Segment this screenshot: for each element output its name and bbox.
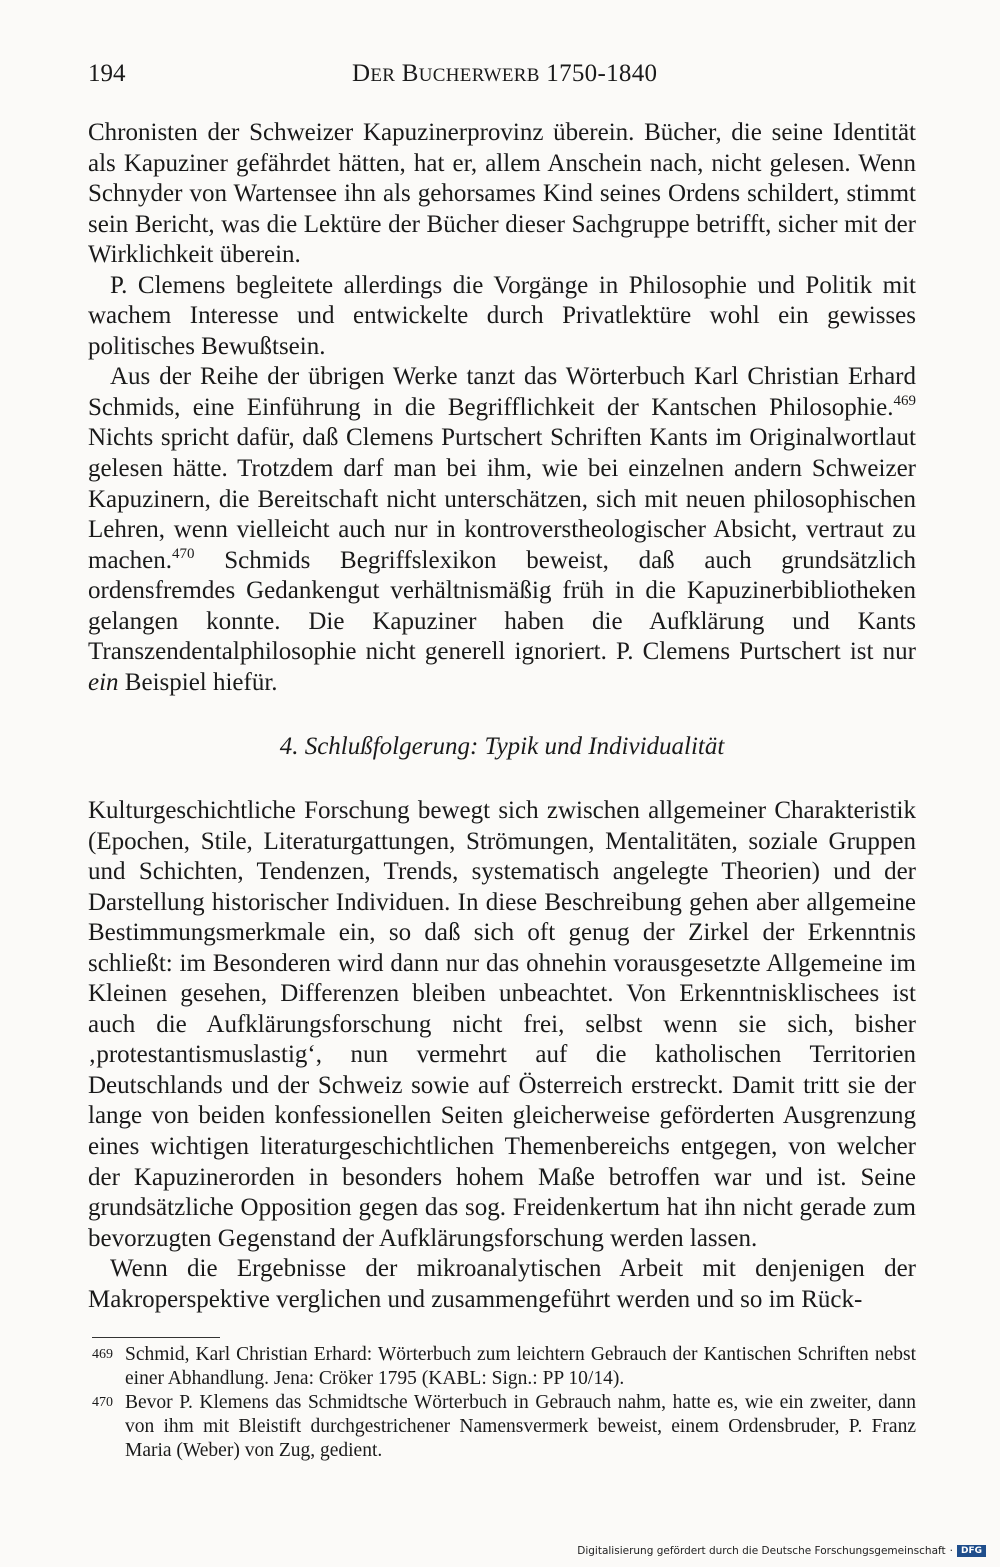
para3-text-c: Schmids Begriffslexikon beweist, daß auch grundsätzlich ordensfremdes Gedankengut verhältnismäßig früh in die Kapuzinerbibliotheken gelangen konnte. Die Kapuziner haben die Aufklärung und Kants Transzendentalphilosophie nicht generell ignoriert. P. Clemens Purtschert ist nur — [88, 546, 916, 666]
credit-text: Digitalisierung gefördert durch die Deutsche Forschungsgemeinschaft — [577, 1545, 946, 1557]
running-head-initial-d: D — [352, 60, 371, 87]
running-head-small-caps-1: ER — [370, 65, 396, 86]
para3-text-a: Aus der Reihe der übrigen Werke tanzt das Wörterbuch Karl Christian Erhard Schmids, eine Einführung in die Begrifflichkeit der Kantschen Philosophie. — [88, 363, 916, 421]
para3-text-d: Beispiel hiefür. — [118, 668, 278, 696]
footnotes — [92, 1343, 916, 1463]
paragraph-continued: Chronisten der Schweizer Kapuzinerprovinz überein. Bücher, die seine Identität als Kapuziner gefährdet hätten, hat er, allem Anschein nach, nicht gelesen. Wenn Schnyder von Wartensee ihn als gehorsames Kind seines Ordens schildert, stimmt sein Bericht, was die Lektüre der Bücher dieser Sachgruppe betrifft, sicher mit der Wirklichkeit überein. — [88, 119, 916, 269]
running-head — [352, 60, 657, 88]
footnote-text: Schmid, Karl Christian Erhard: Wörterbuch zum leichtern Gebrauch der Kantischen Schriften nebst einer Abhandlung. Jena: Cröker 1795 (KABL: Sign.: PP 10/14). — [125, 1344, 916, 1389]
running-head-years: 1750-1840 — [539, 60, 658, 87]
para3-emphasis: ein — [88, 668, 119, 696]
digitization-credit — [577, 1545, 986, 1557]
running-head-initial-b: B — [395, 60, 419, 87]
body-section-1 — [88, 118, 916, 698]
footnote-number: 470 — [92, 1395, 113, 1410]
body-section-2 — [88, 796, 916, 1315]
paragraph-schmid-dictionary — [88, 362, 916, 698]
page-number: 194 — [88, 60, 126, 87]
credit-separator: · — [949, 1545, 953, 1557]
footnote-divider — [92, 1337, 220, 1338]
footnote-text: Bevor P. Klemens das Schmidtsche Wörterbuch in Gebrauch nahm, hatte es, wie ein zweiter, dann von ihm mit Bleistift durchgestrichener Namensvermerk beweist, einem Ordensbruder, P. Franz Maria (Weber) von Zug, gedient. — [125, 1392, 916, 1461]
footnote-469 — [92, 1343, 916, 1391]
running-head-small-caps-2: UCHERWERB — [418, 65, 540, 86]
footnote-470 — [92, 1391, 916, 1463]
paragraph-micro-macro: Wenn die Ergebnisse der mikroanalytischen Arbeit mit denjenigen der Makroperspektive verglichen und zusammengeführt werden und so im Rück- — [88, 1255, 916, 1313]
footnote-ref-469[interactable]: 469 — [893, 392, 916, 409]
paragraph-cultural-history: Kulturgeschichtliche Forschung bewegt sich zwischen allgemeiner Charakteristik (Epochen, Stile, Literaturgattungen, Strömungen, Mentalitäten, soziale Gruppen und Schichten, Tendenzen, Trends, systematisch angelegte Theorien) und der Darstellung historischer Individuen. In diese Beschreibung gehen aber allgemeine Bestimmungsmerkmale ein, so daß sich oft genug der Zirkel der Erkenntnis schließt: im Besonderen wird dann nur das ohnehin vorausgesetzte Allgemeine im Kleinen gesehen, Differenzen bleiben unbeachtet. Von Erkenntnisklischees ist auch die Aufklärungsforschung nicht frei, selbst wenn sie sich, bisher ‚protestantismuslastig‘, nun vermehrt auf die katholischen Territorien Deutschlands und der Schweiz sowie auf Österreich erstreckt. Damit tritt sie der lange von beiden konfessionellen Seiten gleicherweise geförderten Ausgrenzung eines wichtigen literaturgeschichtlichen Themenbereichs entgegen, von welcher der Kapuzinerorden in besonders hohem Maße betroffen war und ist. Seine grundsätzliche Opposition gegen das sog. Freidenkertum hat ihn nicht gerade zum bevorzugten Gegenstand der Aufklärungsforschung werden lassen. — [88, 797, 916, 1252]
para3-text-b: Nichts spricht dafür, daß Clemens Purtschert Schriften Kants im Originalwortlaut gelesen hätte. Trotzdem darf man bei ihm, wie bei einzelnen andern Schweizer Kapuzinern, die Bereitschaft nicht unterschätzen, sich mit neuen philosophischen Lehren, wenn vielleicht auch nur in kontroverstheologischer Absicht, vertraut zu machen. — [88, 424, 916, 574]
paragraph-clemens-politics: P. Clemens begleitete allerdings die Vorgänge in Philosophie und Politik mit wachem Interesse und entwickelte durch Privatlektüre wohl ein gewisses politisches Bewußtsein. — [88, 271, 916, 360]
dfg-logo[interactable]: DFG — [957, 1545, 986, 1557]
footnote-number: 469 — [92, 1347, 113, 1362]
footnote-ref-470[interactable]: 470 — [171, 545, 195, 562]
section-heading: 4. Schlußfolgerung: Typik und Individualität — [279, 733, 725, 760]
